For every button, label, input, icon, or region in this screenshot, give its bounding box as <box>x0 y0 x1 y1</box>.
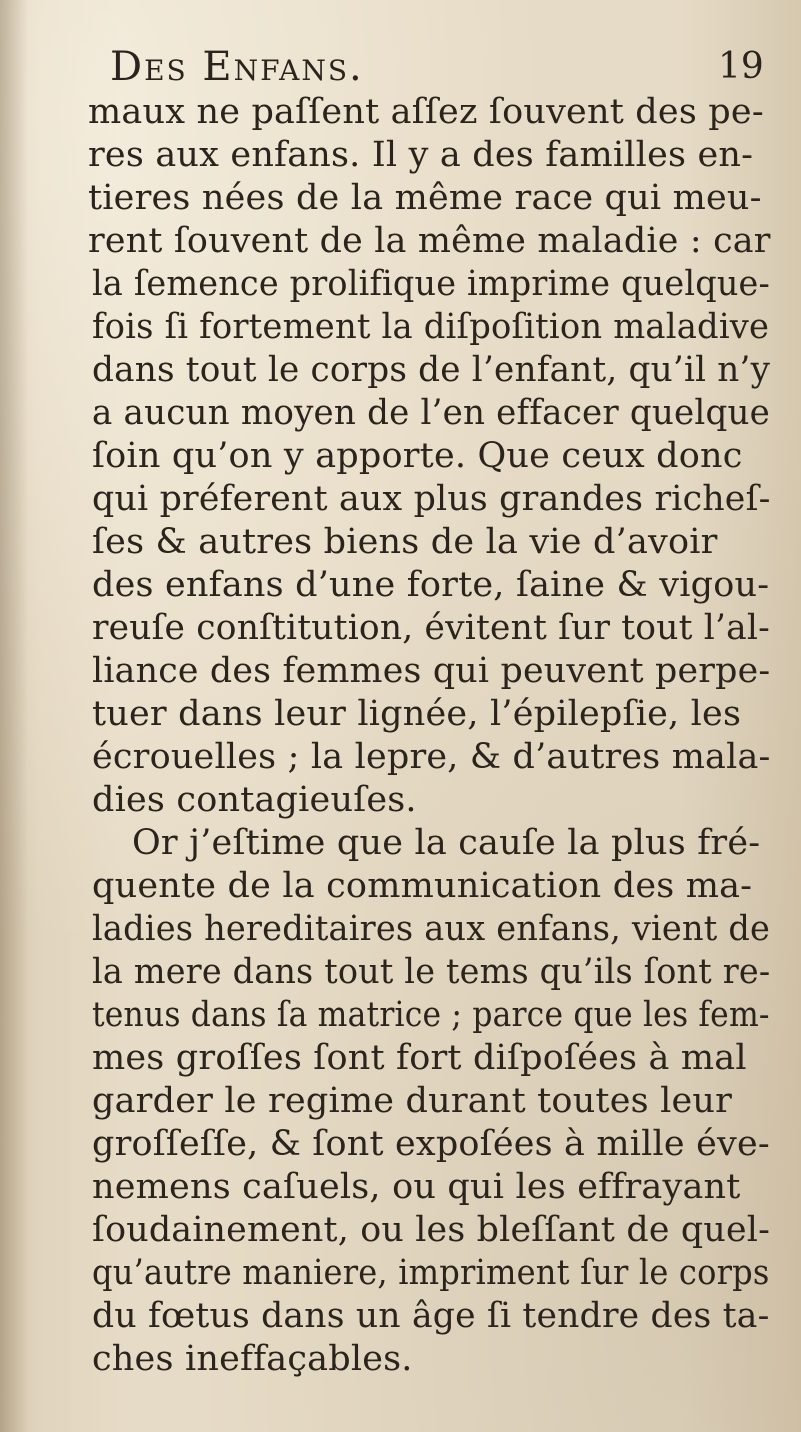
text-line: dies contagieuſes. <box>92 780 417 820</box>
text-line: Or j’eſtime que la cauſe la plus fré- <box>132 823 761 863</box>
text-line: liance des femmes qui peuvent perpe- <box>92 651 771 691</box>
text-line: garder le regime durant toutes leur <box>92 1081 733 1121</box>
running-head <box>0 42 801 92</box>
text-line: écrouelles ; la lepre, & d’autres mala- <box>92 737 771 777</box>
text-line: reuſe conſtitution, évitent ſur tout l’al- <box>92 608 770 648</box>
text-line: du fœtus dans un âge ſi tendre des ta- <box>92 1296 770 1336</box>
text-line: la ſemence prolifique imprime quelque- <box>92 264 771 304</box>
text-line: a aucun moyen de l’en effacer quelque <box>92 393 771 433</box>
text-line: groſſeſſe, & ſont expoſées à mille éve- <box>92 1124 770 1164</box>
text-line: res aux enfans. Il y a des familles en- <box>88 135 754 175</box>
text-line: qu’autre maniere, impriment ſur le corps <box>92 1253 770 1293</box>
text-line: ladies hereditaires aux enfans, vient de <box>92 909 771 949</box>
text-line: ſoin qu’on y apporte. Que ceux donc <box>92 436 743 476</box>
text-line: qui préferent aux plus grandes richeſ- <box>92 479 771 519</box>
text-line: mes groſſes ſont fort diſpoſées à mal <box>92 1038 747 1078</box>
text-line: tenus dans ſa matrice ; parce que les fem- <box>92 995 770 1035</box>
text-line: ſoudainement, ou les bleſſant de quel- <box>92 1210 771 1250</box>
text-line: fois ſi fortement la diſpoſition maladive <box>92 307 770 347</box>
text-line: ches ineffaçables. <box>92 1339 413 1379</box>
page-number: 19 <box>718 46 764 87</box>
gutter-shadow <box>0 0 28 1432</box>
text-line: maux ne paſſent aſſez ſouvent des pe- <box>88 92 764 132</box>
text-line: des enfans d’une forte, ſaine & vigou- <box>92 565 770 605</box>
text-line: nemens caſuels, ou qui les effrayant <box>92 1167 741 1207</box>
text-line: ſes & autres biens de la vie d’avoir <box>92 522 718 562</box>
text-line: tuer dans leur lignée, l’épilepſie, les <box>92 694 742 734</box>
text-line: dans tout le corps de l’enfant, qu’il n’y <box>92 350 771 390</box>
text-line: rent ſouvent de la même maladie : car <box>88 221 771 261</box>
text-line: la mere dans tout le tems qu’ils ſont re- <box>92 952 771 992</box>
text-line: tieres nées de la même race qui meu- <box>88 178 762 218</box>
running-title: Des Enfans. <box>110 44 364 90</box>
text-line: quente de la communication des ma- <box>92 866 753 906</box>
